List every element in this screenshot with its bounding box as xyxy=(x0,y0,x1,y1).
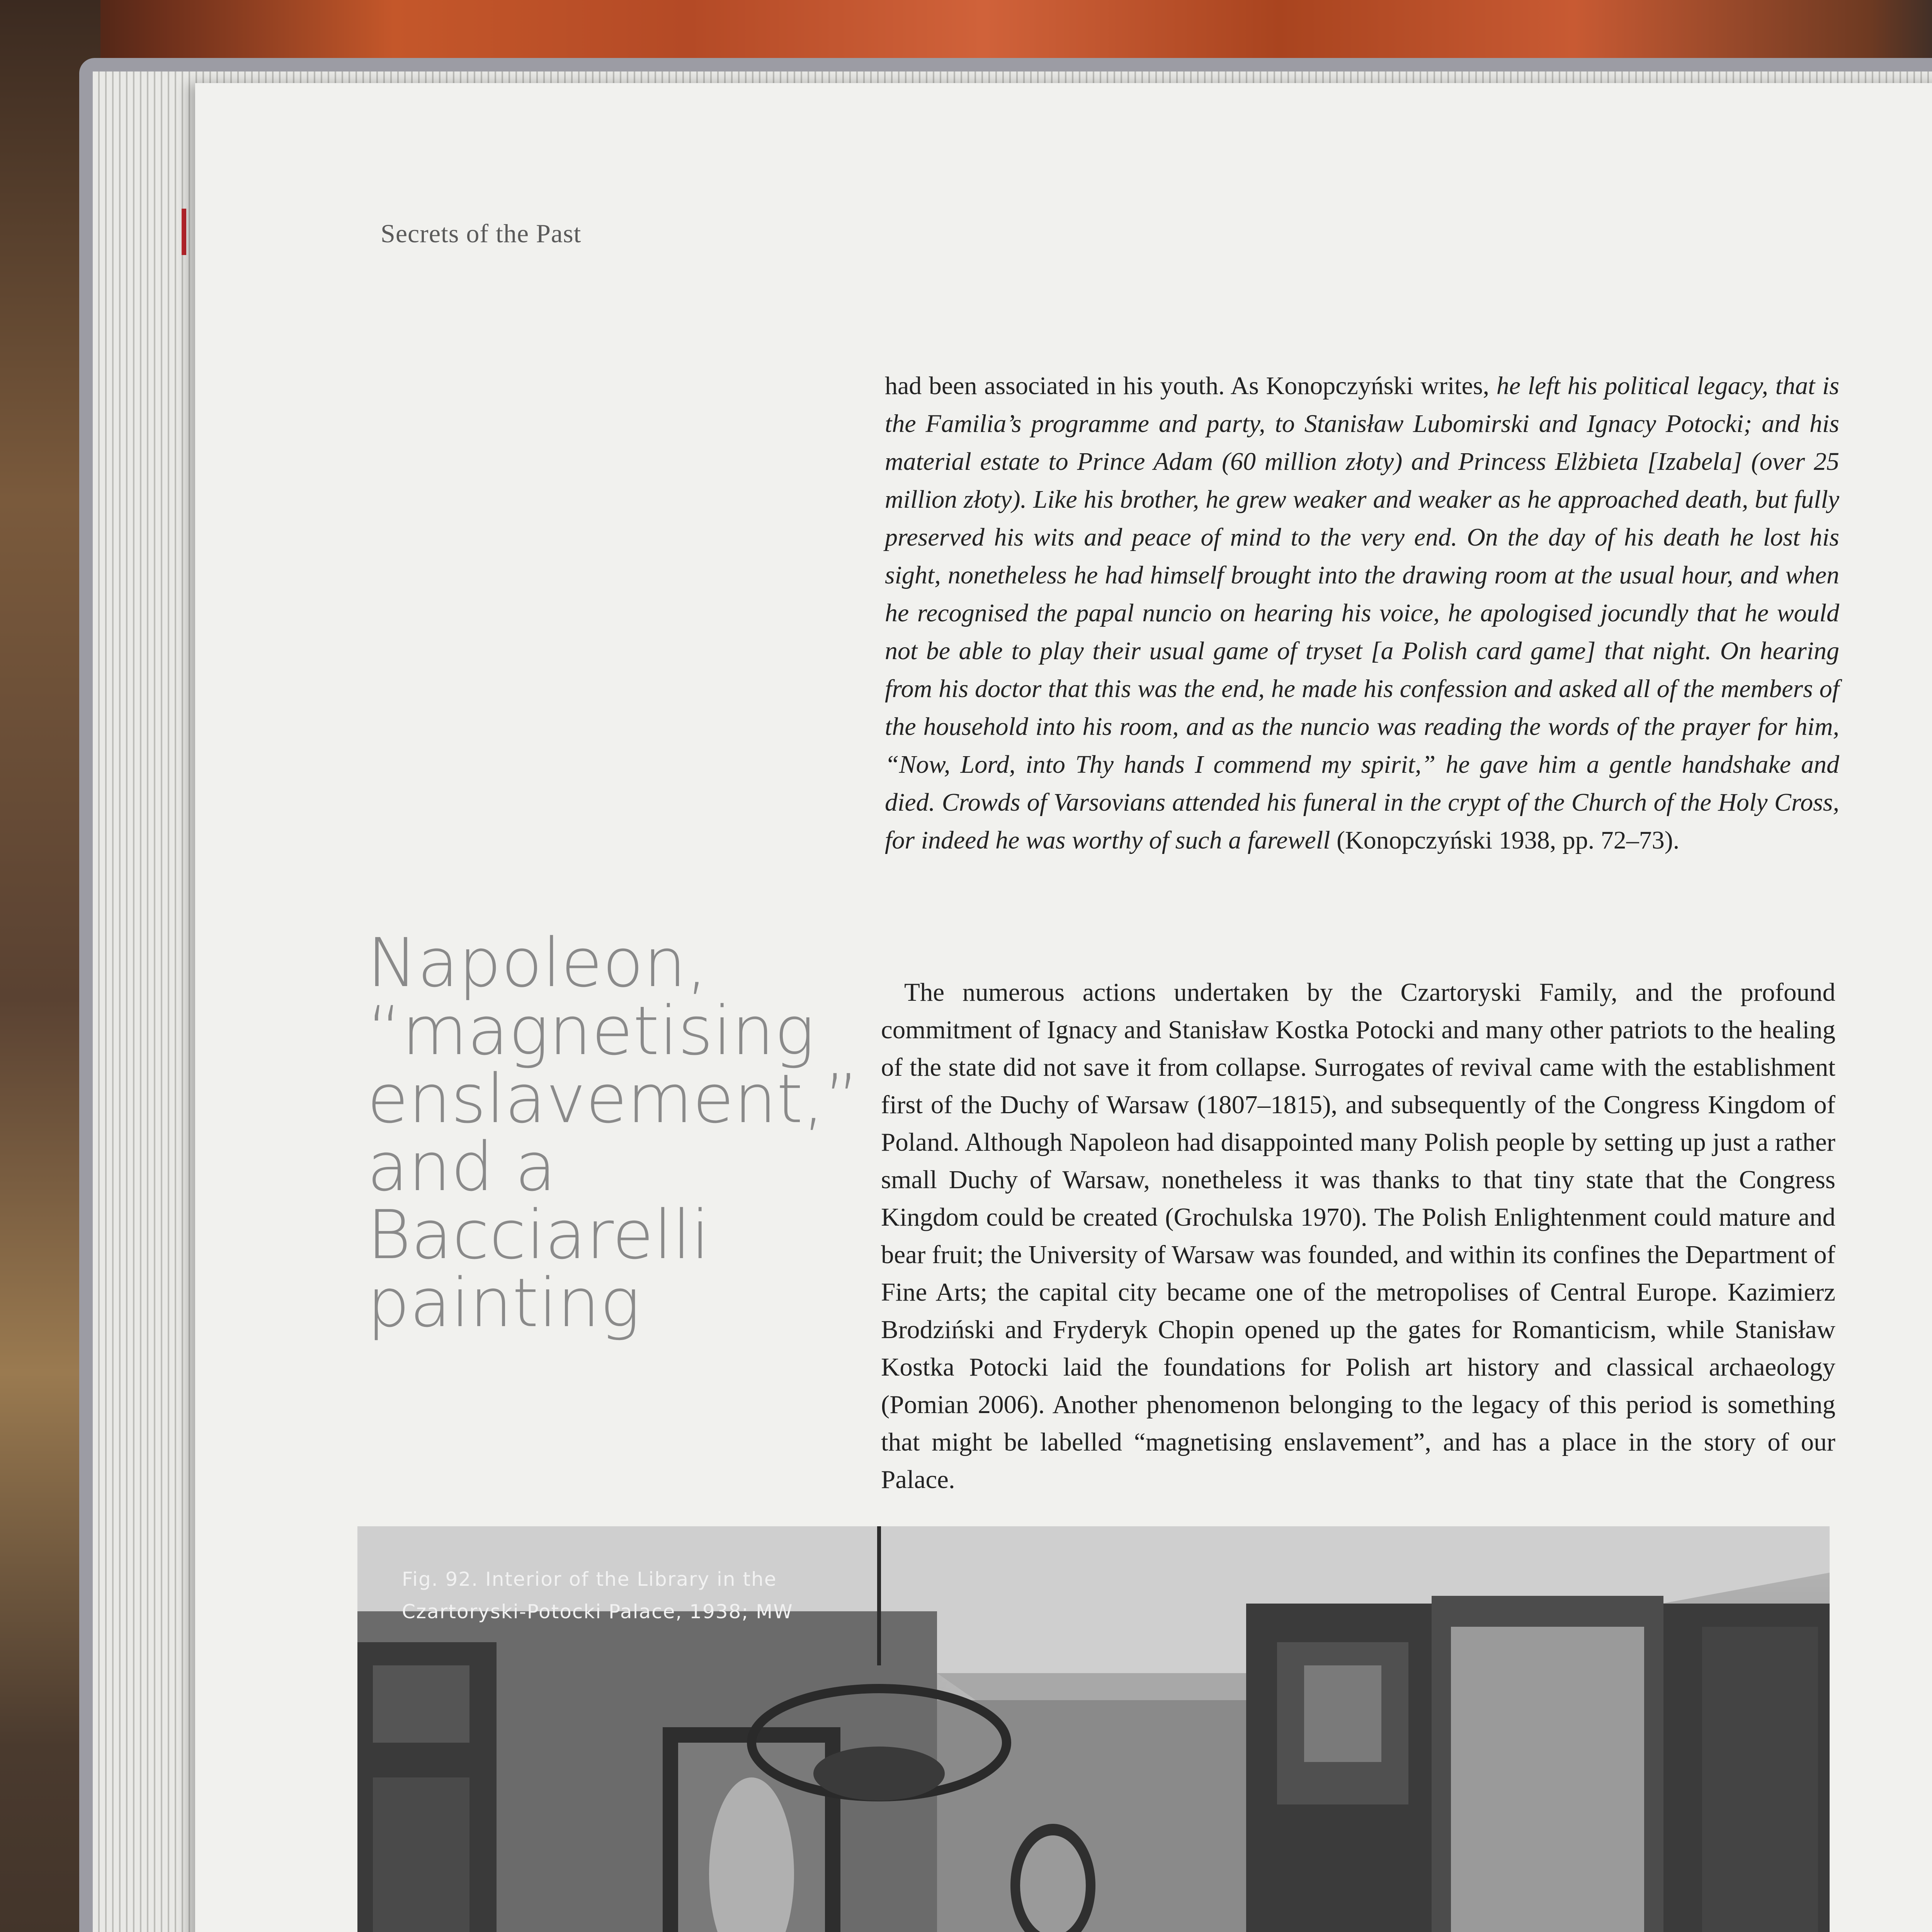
heading-line: and a xyxy=(367,1128,556,1206)
gutter-mark xyxy=(182,209,186,255)
quote-citation: (Konopczyński 1938, pp. 72–73). xyxy=(1330,826,1680,854)
heading-line: “magnetising xyxy=(367,992,815,1070)
quote-segment-italic: he left his political legacy, that is the Familia’s programme and party, to Stanisław Lubomirski and Ignacy Potocki; and his material estate to Prince Adam (60 million złoty) and Princess Elżbieta [Izabela] (over 25 million złoty). Like his brother, he grew weaker and weaker as he approached death, but fully preserved his wits and peace of mind to the very end. On the day of his death he lost his sight, nonetheless he had himself brought into the drawing room at the usual hour, and when he recognised the papal nuncio on hearing his voice, he apologised jocundly that he would not be able to play their usual game of tryset [a Polish card game] that night. On hearing from his doctor that this was the end, he made his confession and asked all of the members of the household into his room, and as the nuncio was reading the words of the prayer for him, “Now, Lord, into Thy hands I commend my spirit,” he gave him a gentle handshake and died. Crowds of Varsovians attended his funeral in the crypt of the Church of the Holy Cross, for indeed he was worthy of such a farewell xyxy=(885,372,1839,854)
quote-segment: had been associated in his youth. As Konopczyński writes, xyxy=(885,372,1497,400)
heading-line: Napoleon, xyxy=(367,924,708,1002)
heading-line: enslavement,” xyxy=(367,1060,859,1138)
body-paragraph: The numerous actions undertaken by the Czartoryski Family, and the profound commitment of Ignacy and Stanisław Kostka Potocki and many other patriots to the healing of the state did not save it from collapse. Surrogates of revival came with the establishment first of the Duchy of Warsaw (1807–1815), and subsequently of the Congress Kingdom of Poland. Although Napoleon had disappointed many Polish people by setting up just a rather small Duchy of Warsaw, nonetheless it was thanks to that tiny state that the Congress Kingdom could be created (Grochulska 1970). The Polish Enlightenment could mature and bear fruit; the University of Warsaw was founded, and within its confines the Department of Fine Arts; the capital city became one of the metropolises of Central Europe. Kazimierz Brodziński and Fryderyk Chopin opened up the gates for Romanticism, while Stanisław Kostka Potocki laid the foundations for Polish art history and classical archaeology (Pomian 2006). Another phenomenon belonging to the legacy of this period is something that might be labelled “magnetising enslavement”, and has a place in the story of our Palace. xyxy=(881,978,1835,1494)
running-head: Secrets of the Past xyxy=(381,219,582,248)
heading-line: Bacciarelli xyxy=(367,1196,710,1274)
quote-paragraph xyxy=(885,367,1839,859)
section-heading xyxy=(367,924,859,1342)
caption-line: Czartoryski-Potocki Palace, 1938; MW xyxy=(402,1600,793,1623)
figure-caption xyxy=(402,1563,800,1628)
caption-line: Fig. 92. Interior of the Library in the xyxy=(402,1568,777,1590)
heading-line: painting xyxy=(367,1264,640,1342)
library-interior-photo xyxy=(357,1526,1830,1932)
